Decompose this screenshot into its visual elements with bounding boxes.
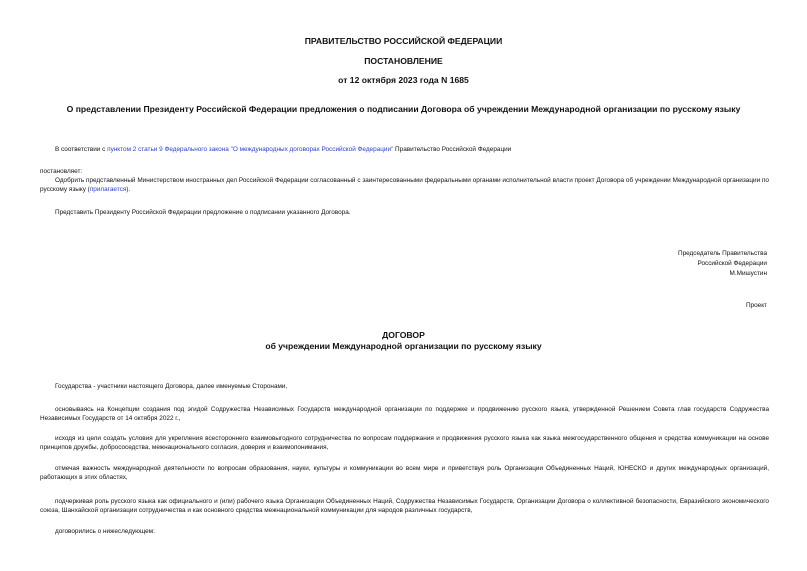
treaty-paragraph-4: отмечая важность международной деятельности по вопросам образования, науки, культуры и коммуникации во всем мире и приветствуя роль Организации Объединенных Наций, ЮНЕСКО и других международных организаций, работающих в этих областях, [40,465,769,482]
treaty-paragraph-1: Государства - участники настоящего Договора, далее именуемые Сторонами, [55,383,288,390]
basis-prefix: В соответствии с [55,146,108,153]
document-date-number: от 12 октября 2023 года N 1685 [338,75,469,85]
signature-country: Российской Федерации [697,260,767,268]
treaty-title: ДОГОВОР [382,330,425,340]
federal-law-link[interactable]: пунктом 2 статьи 9 Федерального закона "О международных договорах Российской Федерации" [107,146,394,153]
treaty-paragraph-5: подчеркивая роль русского языка как официального и (или) рабочего языка Организации Объединенных Наций, Содружества Независимых Государств, Организации Договора о коллективной безопасности, Евразийского экономического союза, Шанхайской организации сотрудничества и как основного средства межнациональной коммуникации для народов различных государств, [40,498,769,515]
signature-position: Председатель Правительства [678,250,767,257]
resolves-label: постановляет: [40,168,83,175]
treaty-paragraph-2: основываясь на Концепции создания под эгидой Содружества Независимых Государств международной организации по поддержке и продвижению русского языка, утвержденной Решением Совета глав государств Содружества Независимых Государств от 14 октября 2022 г., [40,406,769,423]
basis-suffix: Правительство Российской Федерации [393,146,512,153]
attached-link[interactable]: прилагается [89,186,127,194]
signature-name: М.Мишустин [729,270,767,278]
item1-text: Одобрить представленный Министерством иностранных дел Российской Федерации согласованный с заинтересованными федеральными органами исполнительной власти проект Договора об учреждении Международной организации по русскому языку ( [40,177,769,194]
resolution-item-2: Представить Президенту Российской Федерации предложение о подписании указанного Договора. [55,209,351,216]
government-name: ПРАВИТЕЛЬСТВО РОССИЙСКОЙ ФЕДЕРАЦИИ [304,36,503,46]
treaty-subtitle: об учреждении Международной организации по русскому языку [265,341,542,351]
signature-block [678,249,767,280]
basis-paragraph [55,145,511,154]
draft-label: Проект [745,302,767,309]
document-title: О представлении Президенту Российской Федерации предложения о подписании Договора об учреждении Международной организации по русскому языку [66,104,741,114]
resolution-item-1 [40,176,769,194]
treaty-paragraph-6: договорились о нижеследующем: [55,528,155,535]
item1-end: ). [126,186,131,194]
document-type: ПОСТАНОВЛЕНИЕ [364,56,443,66]
treaty-paragraph-3: исходя из цели создать условия для укрепления всестороннего взаимовыгодного сотрудничества по вопросам поддержания и продвижения русского языка как языка межгосударственного общения и средства коммуникации на основе принципов дружбы, добрососедства, межнационального согласия, доверия и взаимопонимания, [40,435,769,452]
